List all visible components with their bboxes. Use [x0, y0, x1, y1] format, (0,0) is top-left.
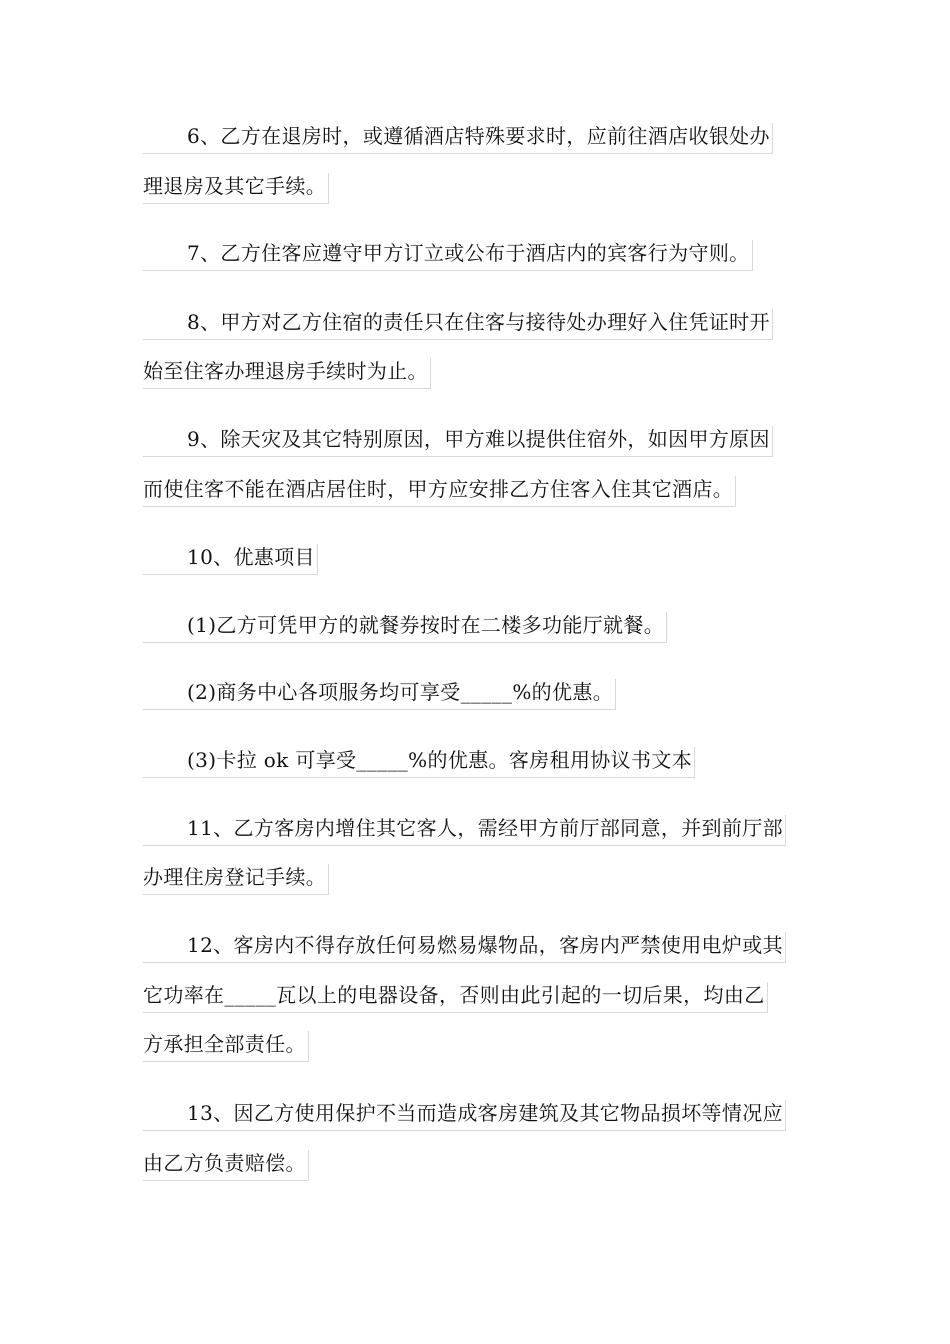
paragraph-12-line-3: 方承担全部责任。	[143, 1031, 309, 1062]
paragraph-13-line-1: 13、因乙方使用保护不当而造成客房建筑及其它物品损坏等情况应	[143, 1100, 786, 1131]
paragraph-7-line-1: 7、乙方住客应遵守甲方订立或公布于酒店内的宾客行为守则。	[143, 240, 753, 271]
paragraph-6-line-1: 6、乙方在退房时，或遵循酒店特殊要求时，应前往酒店收银处办	[143, 123, 773, 154]
paragraph-11-line-2: 办理住房登记手续。	[143, 864, 329, 895]
paragraph-6-line-2: 理退房及其它手续。	[143, 173, 329, 204]
paragraph-12-line-2: 它功率在_____瓦以上的电器设备，否则由此引起的一切后果，均由乙	[143, 982, 768, 1013]
item-2: (2)商务中心各项服务均可享受_____%的优惠。	[143, 679, 616, 710]
paragraph-8-line-2: 始至住客办理退房手续时为止。	[143, 358, 431, 389]
paragraph-10-heading: 10、优惠项目	[143, 544, 318, 575]
paragraph-8-line-1: 8、甲方对乙方住宿的责任只在住客与接待处办理好入住凭证时开	[143, 309, 773, 340]
item-1: (1)乙方可凭甲方的就餐券按时在二楼多功能厅就餐。	[143, 612, 667, 643]
paragraph-13-line-2: 由乙方负责赔偿。	[143, 1150, 309, 1181]
paragraph-11-line-1: 11、乙方客房内增住其它客人，需经甲方前厅部同意，并到前厅部	[143, 815, 786, 846]
item-3: (3)卡拉 ok 可享受_____%的优惠。客房租用协议书文本	[143, 747, 695, 778]
paragraph-9-line-1: 9、除天灾及其它特别原因，甲方难以提供住宿外，如因甲方原因	[143, 426, 773, 457]
paragraph-12-line-1: 12、客房内不得存放任何易燃易爆物品，客房内严禁使用电炉或其	[143, 932, 786, 963]
paragraph-9-line-2: 而使住客不能在酒店居住时，甲方应安排乙方住客入住其它酒店。	[143, 476, 736, 507]
